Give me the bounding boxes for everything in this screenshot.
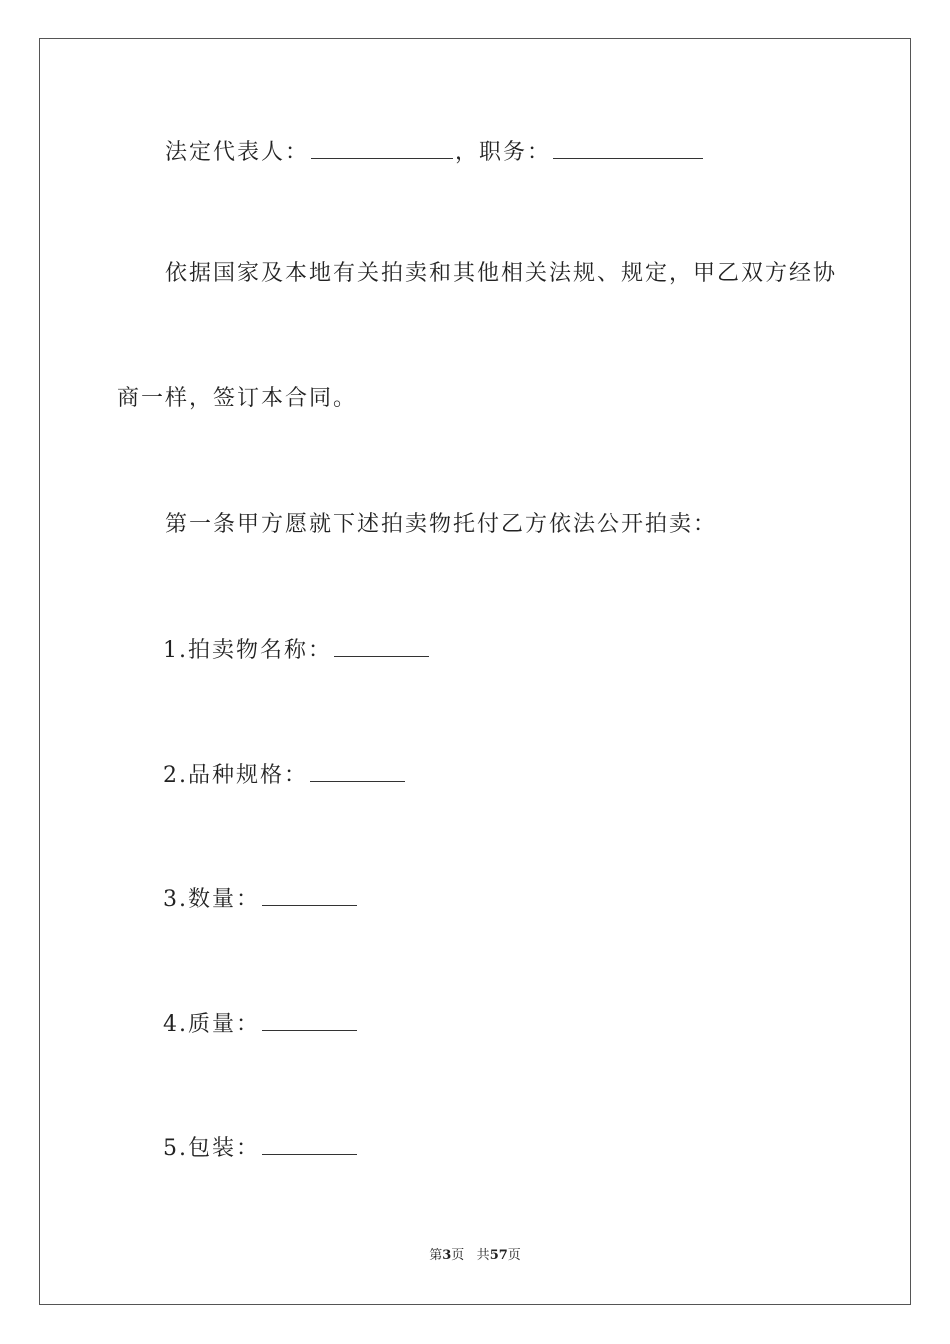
footer-total-pages: 57 <box>489 1248 508 1263</box>
position-blank[interactable] <box>553 136 703 159</box>
page-footer <box>0 1246 950 1266</box>
page-border <box>39 38 911 1305</box>
basis-paragraph-line-1: 依据国家及本地有关拍卖和其他相关法规、规定，甲乙双方经协 <box>165 261 838 286</box>
item-quantity-line <box>163 883 359 915</box>
item-package-line <box>163 1132 359 1164</box>
item-name-label: 1.拍卖物名称： <box>163 638 332 663</box>
item-package-label: 5.包装： <box>163 1136 260 1161</box>
position-label: ，职务： <box>455 140 552 165</box>
legal-representative-blank[interactable] <box>311 136 453 159</box>
item-quality-blank[interactable] <box>262 1008 357 1031</box>
footer-total-prefix: 共 <box>476 1248 490 1263</box>
footer-page-number: 3 <box>442 1248 452 1263</box>
item-name-blank[interactable] <box>334 634 429 657</box>
item-quantity-blank[interactable] <box>262 883 357 906</box>
item-quality-label: 4.质量： <box>163 1012 260 1037</box>
item-name-line <box>163 634 431 666</box>
item-quality-line <box>163 1008 359 1040</box>
article-one-text: 第一条甲方愿就下述拍卖物托付乙方依法公开拍卖： <box>165 512 718 537</box>
item-spec-label: 2.品种规格： <box>163 763 308 788</box>
footer-total-suffix: 页 <box>507 1248 521 1263</box>
footer-page-prefix: 第 <box>429 1248 443 1263</box>
legal-representative-line <box>165 136 705 168</box>
footer-page-suffix: 页 <box>451 1248 465 1263</box>
item-quantity-label: 3.数量： <box>163 887 260 912</box>
item-spec-line <box>163 759 407 791</box>
item-spec-blank[interactable] <box>310 759 405 782</box>
basis-paragraph-line-2: 商一样，签订本合同。 <box>117 386 358 411</box>
item-package-blank[interactable] <box>262 1132 357 1155</box>
legal-representative-label: 法定代表人： <box>165 140 310 165</box>
